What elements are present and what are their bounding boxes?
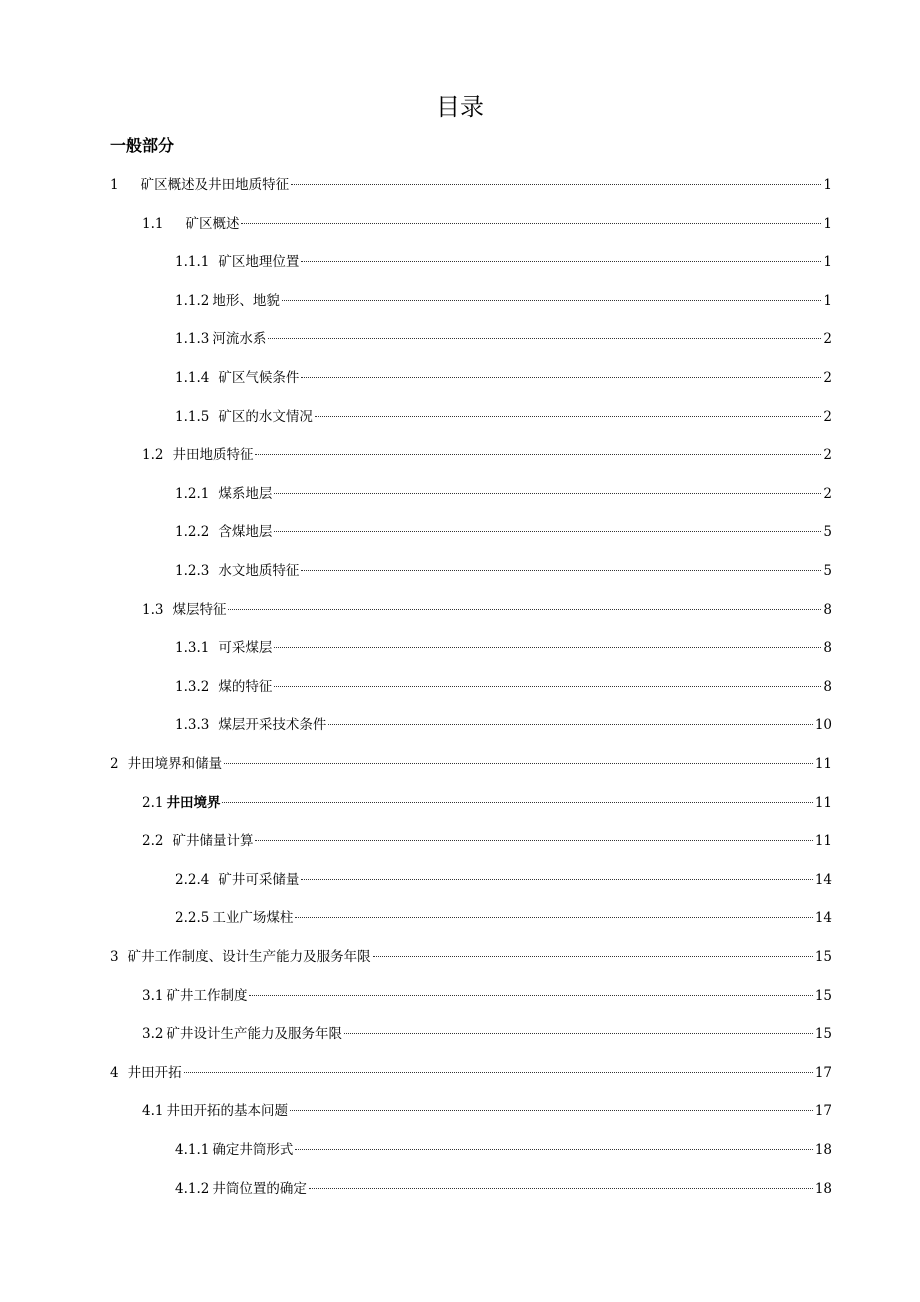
- toc-entry-title: 煤系地层: [218, 486, 273, 502]
- toc-entry[interactable]: [175, 367, 832, 389]
- toc-entry-number: 1.2.1: [175, 486, 210, 502]
- toc-dot-leader: [249, 995, 812, 996]
- toc-entry-title: 可采煤层: [218, 640, 273, 656]
- toc-dot-leader: [274, 493, 821, 494]
- toc-dot-leader: [241, 223, 821, 224]
- toc-entry-number: 1.1.3: [175, 331, 210, 347]
- toc-entry-title: 井田地质特征: [172, 447, 254, 463]
- toc-dot-leader: [222, 802, 812, 803]
- toc-entry[interactable]: [142, 830, 832, 852]
- toc-entry-number: 1.1: [142, 216, 164, 232]
- toc-entry-title: 井筒位置的确定: [212, 1181, 307, 1197]
- toc-page-number: 2: [823, 370, 832, 386]
- toc-dot-leader: [268, 338, 821, 339]
- toc-entry[interactable]: [175, 676, 832, 698]
- toc-entry[interactable]: [175, 483, 832, 505]
- toc-entry-number: 2.2.4: [175, 872, 210, 888]
- toc-entry-number: 2: [110, 756, 119, 772]
- toc-page-number: 17: [814, 1103, 832, 1119]
- toc-entry-number: 3: [110, 949, 119, 965]
- toc-page-number: 2: [823, 486, 832, 502]
- toc-entry[interactable]: [110, 1062, 832, 1084]
- toc-dot-leader: [301, 261, 821, 262]
- toc-entry-number: 1.1.5: [175, 409, 210, 425]
- toc-entry-title: 井田境界: [166, 795, 221, 811]
- toc-entry-number: 1.3: [142, 602, 164, 618]
- toc-entry[interactable]: [175, 869, 832, 891]
- toc-entry-title: 水文地质特征: [218, 563, 300, 579]
- toc-entry-number: 1.1.1: [175, 254, 210, 270]
- toc-page-number: 8: [823, 640, 832, 656]
- toc-page-number: 11: [814, 756, 832, 772]
- toc-entry-number: 4.1.2: [175, 1181, 210, 1197]
- toc-entry[interactable]: [175, 637, 832, 659]
- toc-entry-number: 2.2: [142, 833, 164, 849]
- toc-entry-title: 矿区的水文情况: [218, 409, 313, 425]
- toc-entry[interactable]: [175, 406, 832, 428]
- toc-page-number: 11: [814, 795, 832, 811]
- toc-entry-number: 3.2: [142, 1026, 164, 1042]
- toc-dot-leader: [255, 454, 821, 455]
- toc-page-number: 8: [823, 602, 832, 618]
- toc-entry-title: 矿井设计生产能力及服务年限: [166, 1026, 342, 1042]
- toc-dot-leader: [255, 840, 812, 841]
- toc-dot-leader: [290, 1110, 813, 1111]
- section-heading: 一般部分: [110, 136, 175, 155]
- toc-dot-leader: [295, 917, 812, 918]
- toc-dot-leader: [295, 1149, 812, 1150]
- toc-dot-leader: [315, 416, 822, 417]
- toc-entry[interactable]: [175, 1178, 832, 1200]
- toc-page-number: 5: [823, 524, 832, 540]
- toc-dot-leader: [274, 686, 821, 687]
- toc-dot-leader: [301, 377, 821, 378]
- toc-page-number: 18: [814, 1142, 832, 1158]
- toc-entry-title: 矿井工作制度、设计生产能力及服务年限: [127, 949, 371, 965]
- toc-entry-number: 1.3.2: [175, 679, 210, 695]
- toc-page-number: 8: [823, 679, 832, 695]
- toc-entry-title: 地形、地貌: [212, 293, 280, 309]
- toc-entry-title: 煤层特征: [172, 602, 227, 618]
- toc-entry[interactable]: [142, 444, 832, 466]
- toc-dot-leader: [274, 647, 821, 648]
- toc-page-number: 10: [814, 717, 832, 733]
- toc-entry-title: 工业广场煤柱: [212, 910, 294, 926]
- toc-page-number: 17: [814, 1065, 832, 1081]
- toc-entry[interactable]: [175, 560, 832, 582]
- toc-entry-number: 1.2.3: [175, 563, 210, 579]
- toc-entry[interactable]: [175, 521, 832, 543]
- toc-entry-title: 河流水系: [212, 331, 267, 347]
- toc-page-number: 2: [823, 409, 832, 425]
- toc-dot-leader: [344, 1033, 813, 1034]
- toc-entry-title: 矿井可采储量: [218, 872, 300, 888]
- toc-entry[interactable]: [142, 599, 832, 621]
- toc-page-number: 15: [814, 1026, 832, 1042]
- toc-dot-leader: [282, 300, 822, 301]
- toc-entry-title: 确定井筒形式: [212, 1142, 294, 1158]
- toc-page-number: 1: [823, 216, 832, 232]
- toc-dot-leader: [301, 879, 812, 880]
- page-title: 目录: [436, 93, 484, 121]
- toc-entry-title: 矿区概述: [185, 216, 240, 232]
- toc-entry-number: 1.3.3: [175, 717, 210, 733]
- toc-entry-number: 4.1: [142, 1103, 164, 1119]
- toc-dot-leader: [328, 724, 812, 725]
- toc-entry[interactable]: [110, 946, 832, 968]
- toc-dot-leader: [309, 1188, 813, 1189]
- toc-entry-number: 4: [110, 1065, 119, 1081]
- toc-entry-title: 井田境界和储量: [127, 756, 223, 772]
- toc-page-number: 1: [823, 177, 832, 193]
- toc-entry[interactable]: [175, 714, 832, 736]
- toc-entry[interactable]: [142, 985, 832, 1007]
- toc-page-number: 2: [823, 331, 832, 347]
- toc-entry-title: 煤层开采技术条件: [218, 717, 327, 733]
- toc-entry-number: 1: [110, 177, 119, 193]
- toc-entry[interactable]: [175, 290, 832, 312]
- toc-entry-number: 3.1: [142, 988, 164, 1004]
- toc-page-number: 11: [814, 833, 832, 849]
- toc-dot-leader: [184, 1072, 813, 1073]
- toc-page-number: 5: [823, 563, 832, 579]
- toc-page-number: 14: [814, 910, 832, 926]
- toc-page-number: 1: [823, 254, 832, 270]
- toc-entry[interactable]: [110, 174, 832, 196]
- toc-dot-leader: [301, 570, 821, 571]
- toc-entry[interactable]: [175, 907, 832, 929]
- toc-entry-number: 1.3.1: [175, 640, 210, 656]
- toc-entry-number: 2.1: [142, 795, 164, 811]
- toc-dot-leader: [274, 531, 821, 532]
- toc-entry[interactable]: [175, 1139, 832, 1161]
- toc-entry-number: 1.1.4: [175, 370, 210, 386]
- toc-entry[interactable]: [175, 328, 832, 350]
- toc-entry-title: 井田开拓: [127, 1065, 182, 1081]
- toc-page-number: 14: [814, 872, 832, 888]
- toc-entry-title: 矿井储量计算: [172, 833, 254, 849]
- toc-entry-number: 2.2.5: [175, 910, 210, 926]
- toc-dot-leader: [291, 184, 821, 185]
- toc-entry-title: 矿区地理位置: [218, 254, 300, 270]
- toc-page-number: 15: [814, 988, 832, 1004]
- toc-page-number: 1: [823, 293, 832, 309]
- toc-entry-number: 1.2: [142, 447, 164, 463]
- toc-entry[interactable]: [142, 1023, 832, 1045]
- toc-entry-title: 含煤地层: [218, 524, 273, 540]
- toc-page-number: 18: [814, 1181, 832, 1197]
- toc-entry[interactable]: [142, 792, 832, 814]
- toc-entry-number: 4.1.1: [175, 1142, 210, 1158]
- toc-entry[interactable]: [175, 251, 832, 273]
- toc-entry-title: 矿区气候条件: [218, 370, 300, 386]
- toc-entry[interactable]: [142, 1100, 832, 1122]
- toc-entry-title: 矿区概述及井田地质特征: [140, 177, 290, 193]
- toc-dot-leader: [373, 956, 813, 957]
- toc-dot-leader: [224, 763, 813, 764]
- toc-page-number: 15: [814, 949, 832, 965]
- toc-page-number: 2: [823, 447, 832, 463]
- toc-entry[interactable]: [110, 753, 832, 775]
- toc-entry-title: 井田开拓的基本问题: [166, 1103, 288, 1119]
- toc-entry[interactable]: [142, 213, 832, 235]
- toc-entry-number: 1.1.2: [175, 293, 210, 309]
- toc-entry-title: 煤的特征: [218, 679, 273, 695]
- toc-dot-leader: [228, 609, 821, 610]
- toc-entry-title: 矿井工作制度: [166, 988, 248, 1004]
- toc-entry-number: 1.2.2: [175, 524, 210, 540]
